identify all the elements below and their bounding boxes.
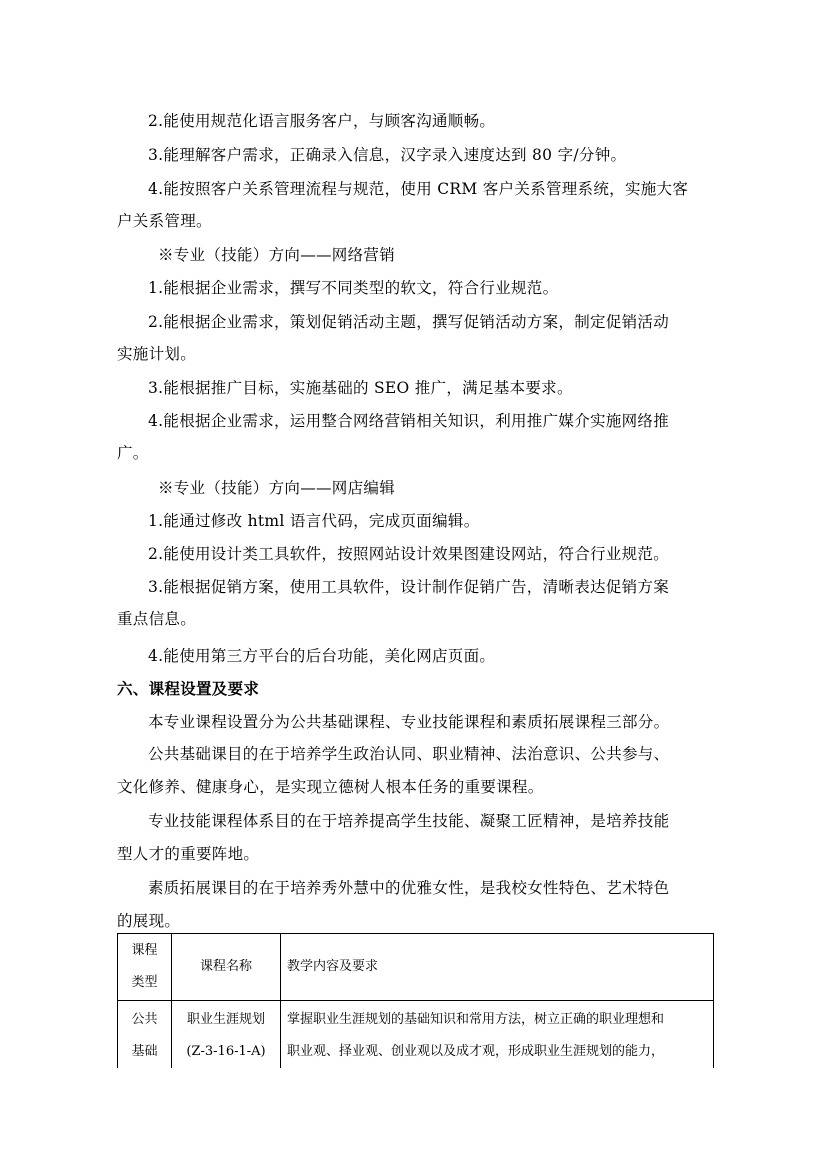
network-marketing-item-4: 4.能根据企业需求，运用整合网络营销相关知识，利用推广媒介实施网络推 xyxy=(148,412,669,430)
header-course-content: 教学内容及要求 xyxy=(281,934,714,1001)
row-course-name-line1: 职业生涯规划 xyxy=(186,1012,265,1027)
row-course-type-line2: 基础 xyxy=(131,1044,158,1059)
row-course-content-line2: 职业观、择业观、创业观以及成才观，形成职业生涯规划的能力， xyxy=(287,1044,665,1059)
paragraph-quality-cont: 的展现。 xyxy=(117,912,181,930)
paragraph-public-basic: 公共基础课目的在于培养学生政治认同、职业精神、法治意识、公共参与、 xyxy=(148,745,670,763)
row-course-content xyxy=(281,1001,714,1072)
paragraph-professional: 专业技能课程体系目的在于培养提高学生技能、凝聚工匠精神，是培养技能 xyxy=(148,812,670,830)
shop-editing-item-3: 3.能根据促销方案，使用工具软件，设计制作促销广告，清晰表达促销方案 xyxy=(148,578,669,596)
row-course-name xyxy=(172,1001,281,1072)
network-marketing-title: ※专业（技能）方向——网络营销 xyxy=(158,246,396,264)
customer-service-item-4: 4.能按照客户关系管理流程与规范，使用 CRM 客户关系管理系统，实施大客 xyxy=(148,180,689,198)
network-marketing-item-2: 2.能根据企业需求，策划促销活动主题，撰写促销活动方案，制定促销活动 xyxy=(148,313,669,331)
row-course-content-line1: 掌握职业生涯规划的基础知识和常用方法，树立正确的职业理想和 xyxy=(287,1012,665,1027)
row-course-code: (Z-3-16-1-A) xyxy=(186,1044,266,1059)
course-table xyxy=(117,933,714,1072)
customer-service-item-4-cont: 户关系管理。 xyxy=(117,212,212,230)
network-marketing-item-4-cont: 广。 xyxy=(117,444,149,462)
header-course-type-line2: 类型 xyxy=(131,975,158,990)
paragraph-professional-cont: 型人才的重要阵地。 xyxy=(117,845,260,863)
customer-service-item-2: 2.能使用规范化语言服务客户，与顾客沟通顺畅。 xyxy=(148,112,496,130)
header-course-type xyxy=(118,934,172,1001)
shop-editing-item-2: 2.能使用设计类工具软件，按照网站设计效果图建设网站，符合行业规范。 xyxy=(148,545,669,563)
paragraph-quality: 素质拓展课目的在于培养秀外慧中的优雅女性，是我校女性特色、艺术特色 xyxy=(148,879,670,897)
shop-editing-item-1: 1.能通过修改 html 语言代码，完成页面编辑。 xyxy=(148,512,480,530)
network-marketing-item-2-cont: 实施计划。 xyxy=(117,345,197,363)
shop-editing-item-4: 4.能使用第三方平台的后台功能，美化网店页面。 xyxy=(148,647,496,665)
network-marketing-item-3: 3.能根据推广目标，实施基础的 SEO 推广，满足基本要求。 xyxy=(148,379,573,397)
customer-service-item-3: 3.能理解客户需求，正确录入信息，汉字录入速度达到 80 字/分钟。 xyxy=(148,146,627,164)
shop-editing-item-3-cont: 重点信息。 xyxy=(117,610,197,628)
header-course-type-line1: 课程 xyxy=(131,943,158,958)
table-row xyxy=(118,1001,714,1072)
table-header-row xyxy=(118,934,714,1001)
row-course-type-line1: 公共 xyxy=(131,1012,158,1027)
shop-editing-title: ※专业（技能）方向——网店编辑 xyxy=(158,479,396,497)
header-course-name: 课程名称 xyxy=(172,934,281,1001)
paragraph-public-basic-cont: 文化修养、健康身心，是实现立德树人根本任务的重要课程。 xyxy=(117,778,544,796)
page-bottom-blank xyxy=(0,1068,827,1169)
section-6-heading: 六、课程设置及要求 xyxy=(117,680,260,698)
paragraph-overview: 本专业课程设置分为公共基础课程、专业技能课程和素质拓展课程三部分。 xyxy=(148,713,670,731)
row-course-type xyxy=(118,1001,172,1072)
network-marketing-item-1: 1.能根据企业需求，撰写不同类型的软文，符合行业规范。 xyxy=(148,279,559,297)
